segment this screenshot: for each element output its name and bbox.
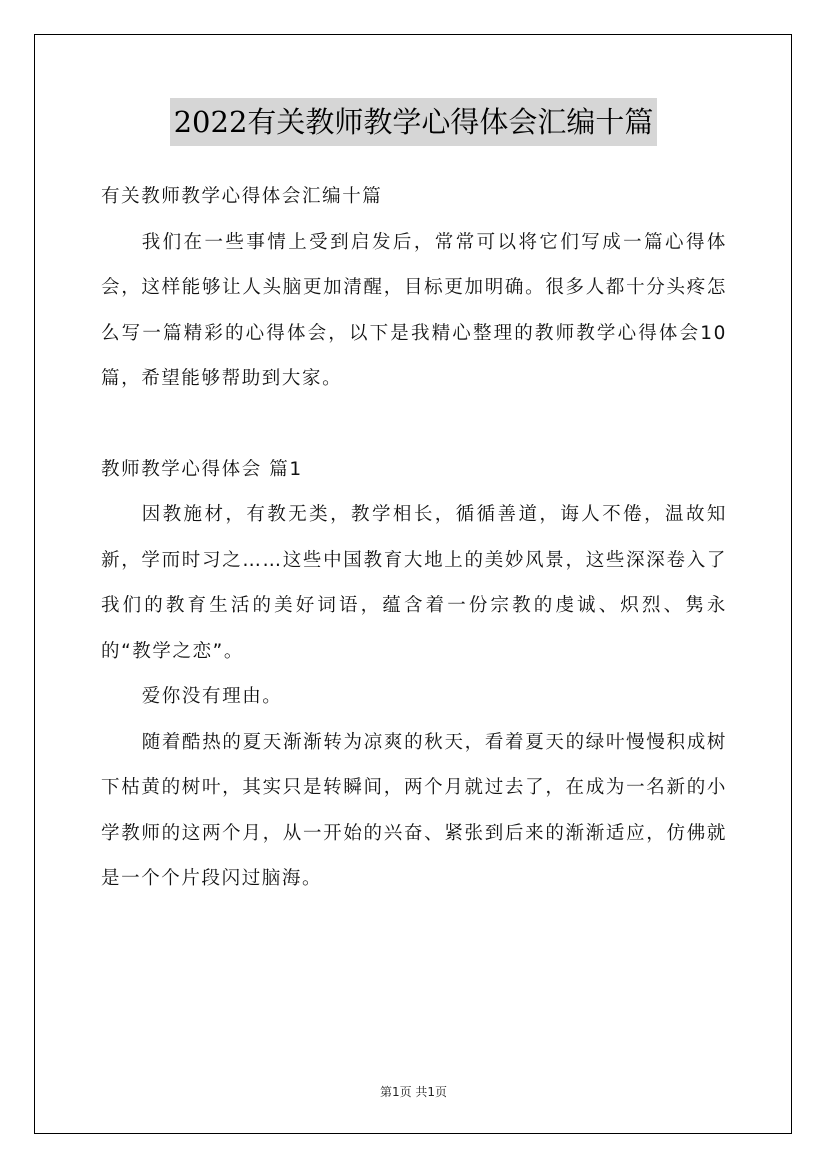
document-title: 2022有关教师教学心得体会汇编十篇	[170, 98, 658, 146]
intro-paragraph: 我们在一些事情上受到启发后，常常可以将它们写成一篇心得体会，这样能够让人头脑更加清醒，目标更加明确。很多人都十分头疼怎么写一篇精彩的心得体会，以下是我精心整理的教师教学心得体会10篇，希望能够帮助到大家。	[101, 231, 727, 389]
subtitle: 有关教师教学心得体会汇编十篇	[101, 186, 383, 207]
paragraph-1: 因教施材，有教无类，教学相长，循循善道，诲人不倦，温故知新，学而时习之……这些中国教育大地上的美妙风景，这些深深卷入了我们的教育生活的美好词语，蕴含着一份宗教的虔诚、炽烈、隽永的“教学之恋”。	[101, 504, 727, 662]
section-heading: 教师教学心得体会 篇1	[101, 458, 303, 480]
document-body	[101, 174, 727, 902]
title-container	[0, 98, 827, 146]
page-footer: 第1页 共1页	[379, 1085, 448, 1099]
paragraph-2: 爱你没有理由。	[141, 686, 283, 707]
paragraph-3: 随着酷热的夏天渐渐转为凉爽的秋天，看着夏天的绿叶慢慢积成树下枯黄的树叶，其实只是转瞬间，两个月就过去了，在成为一名新的小学教师的这两个月，从一开始的兴奋、紧张到后来的渐渐适应，仿佛就是一个个片段闪过脑海。	[101, 731, 727, 889]
